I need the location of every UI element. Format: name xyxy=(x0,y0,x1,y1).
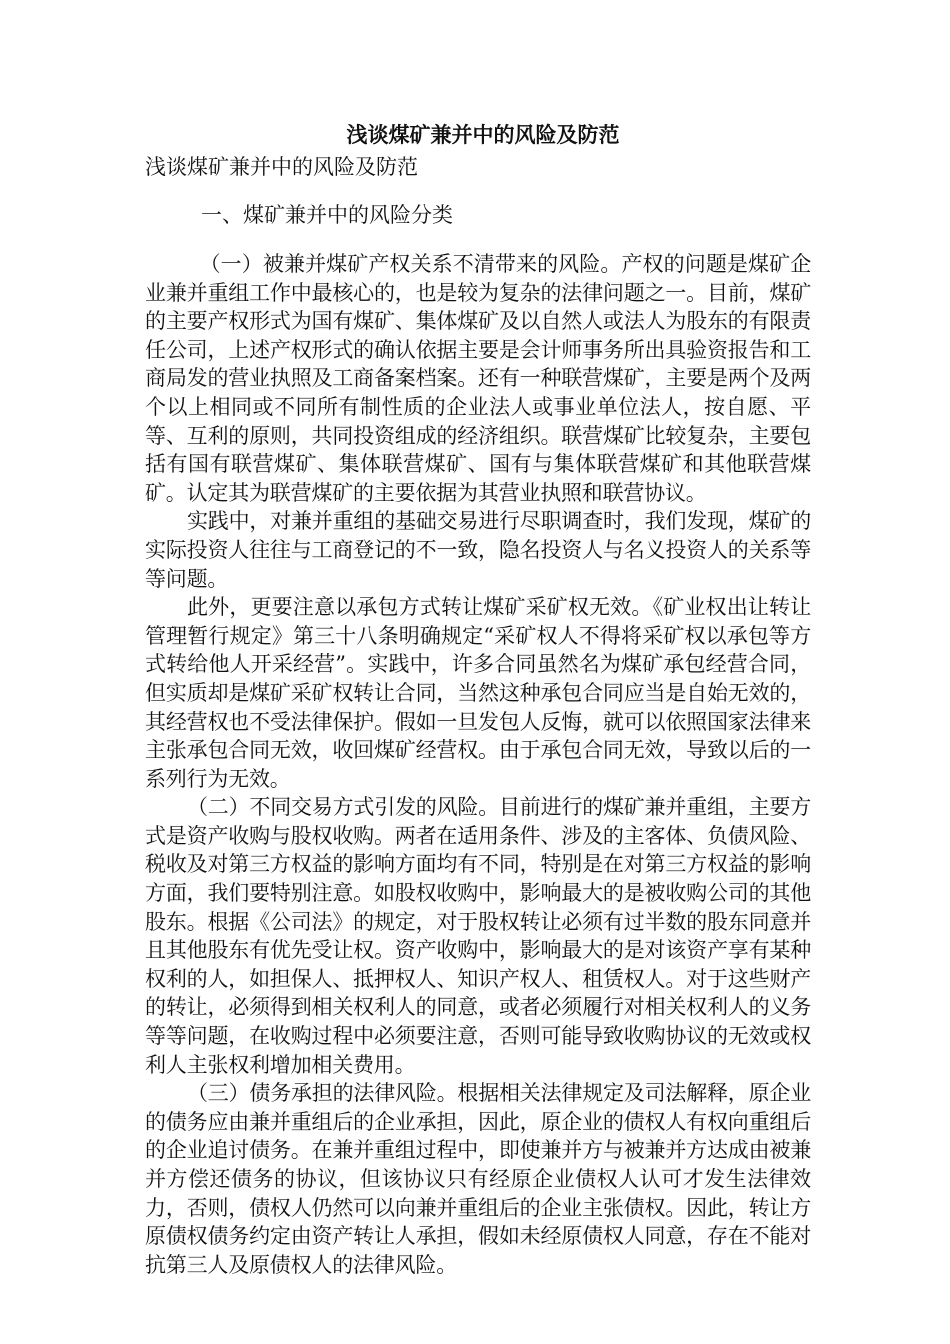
paragraph-transaction-risk: （二）不同交易方式引发的风险。目前进行的煤矿兼并重组，主要方式是资产收购与股权收购。两者在适用条件、涉及的主客体、负债风险、税收及对第三方权益的影响方面均有不同，特别是在对第三方权益的影响方面，我们要特别注意。如股权收购中，影响最大的是被收购公司的其他股东。根据《公司法》的规定，对于股权转让必须有过半数的股东同意并且其他股东有优先受让权。资产收购中，影响最大的是对该资产享有某种权利的人，如担保人、抵押权人、知识产权人、租赁权人。对于这些财产的转让，必须得到相关权利人的同意，或者必须履行对相关权利人的义务等等问题，在收购过程中必须要注意，否则可能导致收购协议的无效或权利人主张权利增加相关费用。 xyxy=(145,795,811,1077)
section-heading: 一、煤矿兼并中的风险分类 xyxy=(201,203,453,227)
paragraph-due-diligence: 实践中，对兼并重组的基础交易进行尽职调查时，我们发现，煤矿的实际投资人往往与工商登记的不一致，隐名投资人与名义投资人的关系等等问题。 xyxy=(145,509,811,591)
paragraph-debt-risk: （三）债务承担的法律风险。根据相关法律规定及司法解释，原企业的债务应由兼并重组后的企业承担，因此，原企业的债权人有权向重组后的企业追讨债务。在兼并重组过程中，即使兼并方与被兼并方达成由被兼并方偿还债务的协议，但该协议只有经原企业债权人认可才发生法律效力，否则，债权人仍然可以向兼并重组后的企业主张债权。因此，转让方原债权债务约定由资产转让人承担，假如未经原债权人同意，存在不能对抗第三人及原债权人的法律风险。 xyxy=(145,1081,811,1277)
document-title: 浅谈煤矿兼并中的风险及防范 xyxy=(346,122,620,147)
document-subtitle: 浅谈煤矿兼并中的风险及防范 xyxy=(145,155,418,179)
document-page xyxy=(145,118,811,1279)
paragraph-contract-transfer: 此外，更要注意以承包方式转让煤矿采矿权无效。《矿业权出让转让管理暂行规定》第三十八条明确规定“采矿权人不得将采矿权以承包等方式转给他人开采经营”。实践中，许多合同虽然名为煤矿承包经营合同，但实质却是煤矿采矿权转让合同，当然这种承包合同应当是自始无效的，其经营权也不受法律保护。假如一旦发包人反悔，就可以依照国家法律来主张承包合同无效，收回煤矿经营权。由于承包合同无效，导致以后的一系列行为无效。 xyxy=(145,595,811,791)
paragraph-property-rights-risk: （一）被兼并煤矿产权关系不清带来的风险。产权的问题是煤矿企业兼并重组工作中最核心的，也是较为复杂的法律问题之一。目前，煤矿的主要产权形式为国有煤矿、集体煤矿及以自然人或法人为股东的有限责任公司，上述产权形式的确认依据主要是会计师事务所出具验资报告和工商局发的营业执照及工商备案档案。还有一种联营煤矿，主要是两个及两个以上相同或不同所有制性质的企业法人或事业单位法人，按自愿、平等、互利的原则，共同投资组成的经济组织。联营煤矿比较复杂，主要包括有国有联营煤矿、集体联营煤矿、国有与集体联营煤矿和其他联营煤矿。认定其为联营煤矿的主要依据为其营业执照和联营协议。 xyxy=(145,252,811,505)
